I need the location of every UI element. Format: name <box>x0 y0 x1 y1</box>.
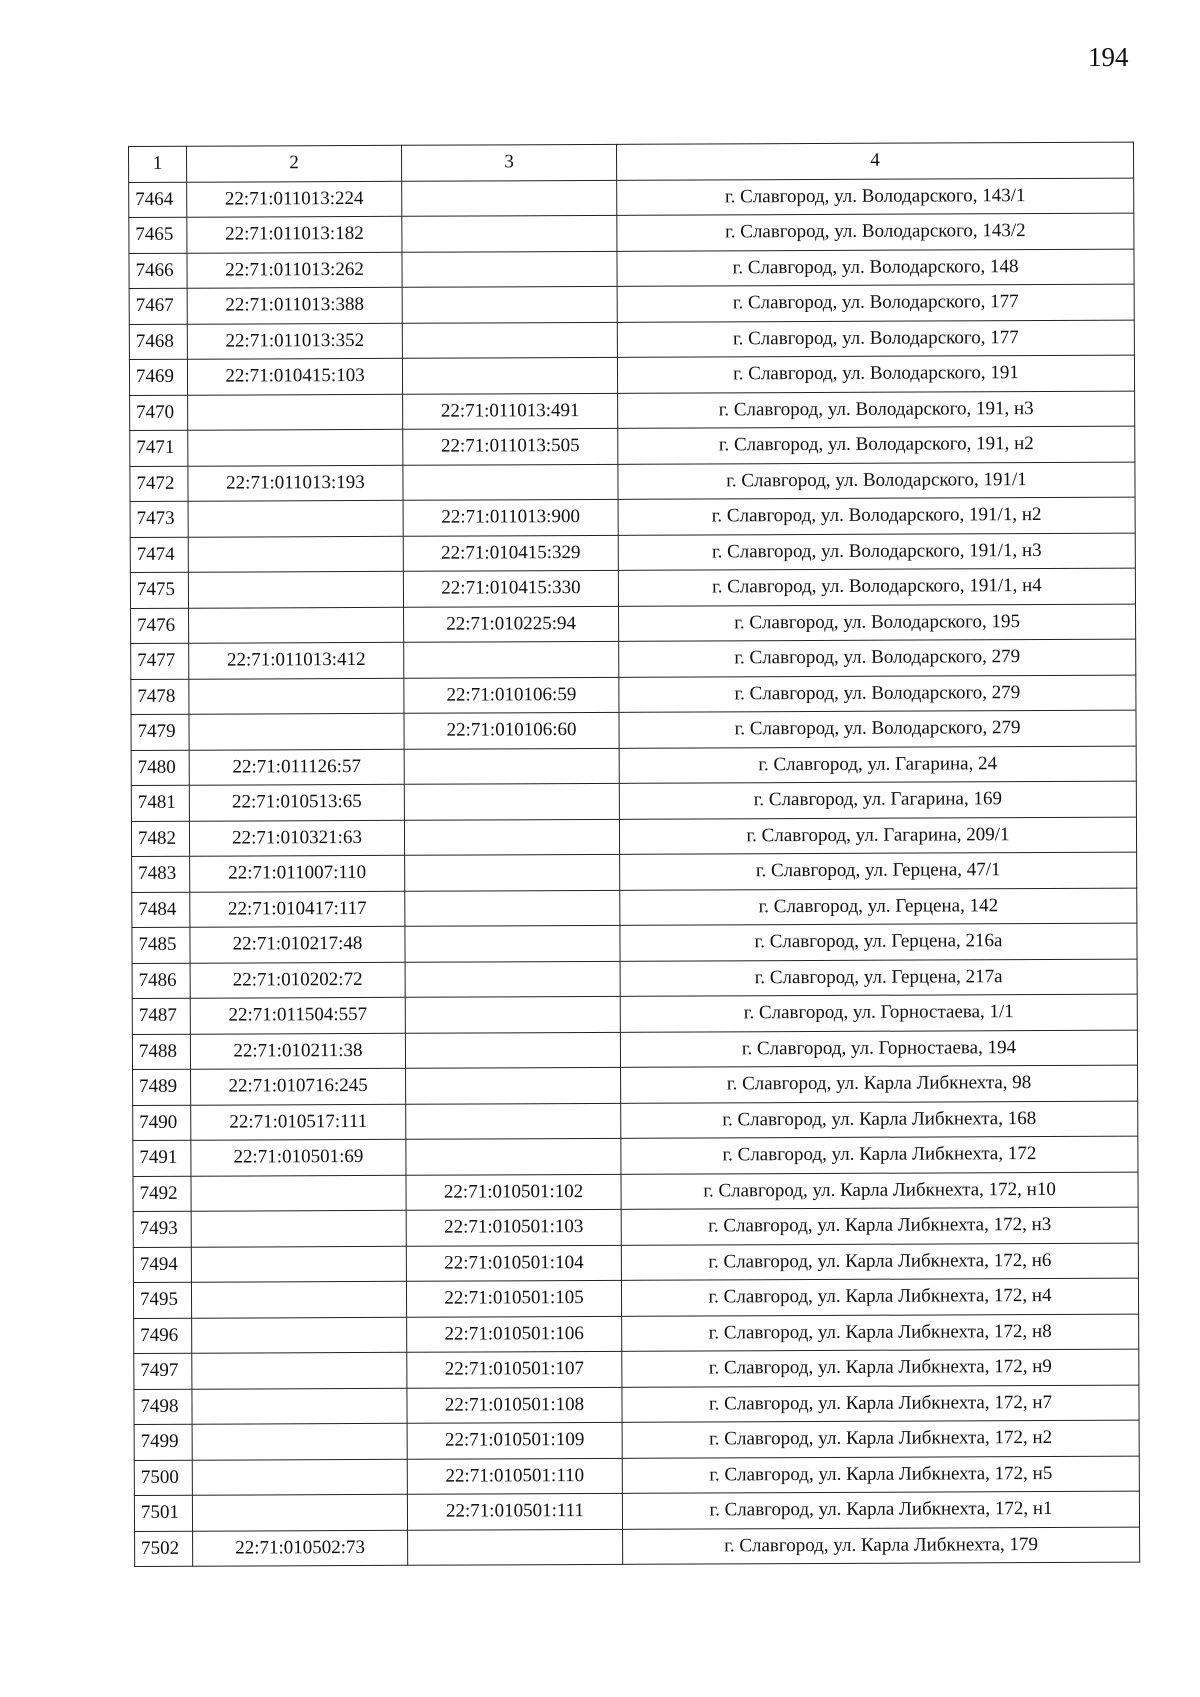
cadastral-number-cell <box>192 1494 407 1530</box>
cadastral-number-building-cell: 22:71:010501:103 <box>406 1209 621 1245</box>
cadastral-number-building-cell <box>405 854 620 890</box>
address-cell: г. Славгород, ул. Володарского, 143/2 <box>617 213 1134 251</box>
row-number-cell: 7496 <box>134 1318 192 1354</box>
cadastral-number-building-cell <box>405 925 620 961</box>
cadastral-number-building-cell: 22:71:011013:900 <box>403 499 618 535</box>
cadastral-number-cell: 22:71:011504:557 <box>190 997 405 1033</box>
address-cell: г. Славгород, ул. Володарского, 191, н3 <box>618 391 1135 429</box>
cadastral-number-building-cell: 22:71:010501:104 <box>406 1245 621 1281</box>
cadastral-number-building-cell: 22:71:010501:111 <box>407 1493 622 1529</box>
cadastral-number-building-cell <box>404 748 619 784</box>
row-number-cell: 7485 <box>132 927 190 963</box>
cadastral-number-building-cell: 22:71:011013:491 <box>403 393 618 429</box>
row-number-cell: 7498 <box>134 1389 192 1425</box>
table-row <box>132 1030 1137 1070</box>
cadastral-number-building-cell: 22:71:010106:59 <box>404 677 619 713</box>
cadastral-number-cell <box>188 571 403 607</box>
table-row <box>134 1349 1139 1389</box>
cadastral-number-cell <box>188 536 403 572</box>
table-row <box>134 1420 1139 1460</box>
registry-table <box>128 142 1140 1567</box>
row-number-cell: 7483 <box>132 856 190 892</box>
cadastral-number-cell <box>191 1281 406 1317</box>
table-row <box>129 355 1134 395</box>
address-cell: г. Славгород, ул. Карла Либкнехта, 172, н10 <box>621 1172 1138 1210</box>
cadastral-number-building-cell <box>402 180 617 216</box>
cadastral-number-building-cell: 22:71:010225:94 <box>404 606 619 642</box>
cadastral-number-cell <box>189 713 404 749</box>
row-number-cell: 7481 <box>131 785 189 821</box>
cadastral-number-building-cell: 22:71:010415:330 <box>403 570 618 606</box>
cadastral-number-building-cell <box>404 641 619 677</box>
row-number-cell: 7471 <box>130 430 188 466</box>
cadastral-number-building-cell <box>404 783 619 819</box>
table-row <box>130 426 1135 466</box>
cadastral-number-cell: 22:71:011013:193 <box>188 465 403 501</box>
cadastral-number-cell: 22:71:011013:412 <box>189 642 404 678</box>
address-cell: г. Славгород, ул. Володарского, 279 <box>619 675 1136 713</box>
cadastral-number-building-cell: 22:71:010501:105 <box>406 1280 621 1316</box>
cadastral-number-cell: 22:71:011013:262 <box>187 252 402 288</box>
table-row <box>132 923 1137 963</box>
cadastral-number-building-cell <box>405 1032 620 1068</box>
cadastral-number-cell: 22:71:011013:388 <box>187 287 402 323</box>
table-row <box>133 1243 1138 1283</box>
row-number-cell: 7492 <box>133 1176 191 1212</box>
row-number-cell: 7468 <box>129 324 187 360</box>
cadastral-number-cell: 22:71:011013:182 <box>187 216 402 252</box>
address-cell: г. Славгород, ул. Володарского, 148 <box>617 249 1134 287</box>
address-cell: г. Славгород, ул. Герцена, 47/1 <box>620 852 1137 890</box>
cadastral-number-cell: 22:71:011013:224 <box>187 181 402 217</box>
cadastral-number-cell <box>191 1175 406 1211</box>
cadastral-number-cell: 22:71:010716:245 <box>191 1068 406 1104</box>
table-row <box>131 639 1136 679</box>
address-cell: г. Славгород, ул. Карла Либкнехта, 168 <box>621 1101 1138 1139</box>
address-cell: г. Славгород, ул. Карла Либкнехта, 172, н4 <box>621 1278 1138 1316</box>
cadastral-number-cell: 22:71:010417:117 <box>190 891 405 927</box>
row-number-cell: 7484 <box>132 892 190 928</box>
cadastral-number-building-cell: 22:71:010501:110 <box>407 1458 622 1494</box>
row-number-cell: 7465 <box>129 217 187 253</box>
cadastral-number-cell: 22:71:011013:352 <box>187 323 402 359</box>
row-number-cell: 7467 <box>129 288 187 324</box>
address-cell: г. Славгород, ул. Володарского, 279 <box>619 710 1136 748</box>
address-cell: г. Славгород, ул. Карла Либкнехта, 172 <box>621 1136 1138 1174</box>
table-row <box>129 249 1134 289</box>
row-number-cell: 7494 <box>133 1247 191 1283</box>
table-row <box>134 1385 1139 1425</box>
address-cell: г. Славгород, ул. Карла Либкнехта, 172, н1 <box>622 1491 1139 1529</box>
table-row <box>133 1172 1138 1212</box>
cadastral-number-building-cell <box>406 1138 621 1174</box>
cadastral-number-cell: 22:71:010513:65 <box>189 784 404 820</box>
address-cell: г. Славгород, ул. Карла Либкнехта, 172, н5 <box>622 1456 1139 1494</box>
header-row <box>129 142 1134 182</box>
address-cell: г. Славгород, ул. Карла Либкнехта, 172, н6 <box>621 1243 1138 1281</box>
table-row <box>134 1456 1139 1496</box>
cadastral-number-building-cell <box>403 464 618 500</box>
cadastral-number-building-cell <box>402 251 617 287</box>
row-number-cell: 7489 <box>133 1069 191 1105</box>
header-col-4: 4 <box>616 142 1133 180</box>
table-row <box>129 284 1134 324</box>
table-row <box>131 746 1136 786</box>
row-number-cell: 7478 <box>131 679 189 715</box>
address-cell: г. Славгород, ул. Гагарина, 24 <box>619 746 1136 784</box>
header-col-3: 3 <box>401 144 616 180</box>
row-number-cell: 7488 <box>132 1034 190 1070</box>
row-number-cell: 7497 <box>134 1353 192 1389</box>
address-cell: г. Славгород, ул. Володарского, 143/1 <box>617 178 1134 216</box>
table-row <box>131 817 1136 857</box>
cadastral-number-building-cell: 22:71:010501:106 <box>407 1316 622 1352</box>
cadastral-number-building-cell: 22:71:010501:107 <box>407 1351 622 1387</box>
cadastral-number-cell <box>191 1210 406 1246</box>
table-row <box>135 1527 1140 1567</box>
address-cell: г. Славгород, ул. Карла Либкнехта, 179 <box>623 1527 1140 1565</box>
address-cell: г. Славгород, ул. Карла Либкнехта, 172, н2 <box>622 1420 1139 1458</box>
cadastral-number-cell <box>188 394 403 430</box>
cadastral-number-cell <box>188 500 403 536</box>
address-cell: г. Славгород, ул. Горностаева, 194 <box>620 1030 1137 1068</box>
header-col-2: 2 <box>187 145 402 181</box>
address-cell: г. Славгород, ул. Карла Либкнехта, 172, н3 <box>621 1207 1138 1245</box>
address-cell: г. Славгород, ул. Володарского, 191/1, н2 <box>618 497 1135 535</box>
cadastral-number-building-cell <box>405 961 620 997</box>
cadastral-number-building-cell <box>404 819 619 855</box>
table-row <box>132 888 1137 928</box>
row-number-cell: 7469 <box>129 359 187 395</box>
cadastral-number-cell <box>192 1423 407 1459</box>
cadastral-number-cell <box>191 1246 406 1282</box>
cadastral-number-building-cell <box>408 1529 623 1565</box>
address-cell: г. Славгород, ул. Володарского, 191, н2 <box>618 426 1135 464</box>
row-number-cell: 7490 <box>133 1105 191 1141</box>
row-number-cell: 7495 <box>133 1282 191 1318</box>
address-cell: г. Славгород, ул. Володарского, 191/1 <box>618 462 1135 500</box>
row-number-cell: 7501 <box>134 1495 192 1531</box>
address-cell: г. Славгород, ул. Володарского, 195 <box>619 604 1136 642</box>
cadastral-number-cell: 22:71:010217:48 <box>190 926 405 962</box>
cadastral-number-building-cell <box>402 357 617 393</box>
table-row <box>130 568 1135 608</box>
cadastral-number-building-cell <box>405 996 620 1032</box>
table-row <box>131 675 1136 715</box>
cadastral-number-cell <box>188 429 403 465</box>
address-cell: г. Славгород, ул. Володарского, 191/1, н3 <box>618 533 1135 571</box>
cadastral-number-building-cell: 22:71:010501:109 <box>407 1422 622 1458</box>
row-number-cell: 7473 <box>130 501 188 537</box>
table-row <box>133 1065 1138 1105</box>
row-number-cell: 7464 <box>129 182 187 218</box>
row-number-cell: 7499 <box>134 1424 192 1460</box>
address-cell: г. Славгород, ул. Герцена, 216а <box>620 923 1137 961</box>
table-row <box>133 1278 1138 1318</box>
row-number-cell: 7477 <box>131 643 189 679</box>
cadastral-number-building-cell <box>402 322 617 358</box>
address-cell: г. Славгород, ул. Горностаева, 1/1 <box>620 994 1137 1032</box>
row-number-cell: 7493 <box>133 1211 191 1247</box>
cadastral-number-cell: 22:71:010517:111 <box>191 1104 406 1140</box>
row-number-cell: 7486 <box>132 963 190 999</box>
address-cell: г. Славгород, ул. Герцена, 217а <box>620 959 1137 997</box>
cadastral-number-cell: 22:71:010202:72 <box>190 962 405 998</box>
row-number-cell: 7500 <box>134 1460 192 1496</box>
table-body <box>129 178 1140 1567</box>
table-row <box>131 604 1136 644</box>
cadastral-number-cell <box>192 1352 407 1388</box>
cadastral-number-cell <box>189 678 404 714</box>
table-row <box>130 462 1135 502</box>
table-row <box>130 533 1135 573</box>
row-number-cell: 7472 <box>130 466 188 502</box>
row-number-cell: 7487 <box>132 998 190 1034</box>
cadastral-number-building-cell <box>402 286 617 322</box>
row-number-cell: 7470 <box>130 395 188 431</box>
table-row <box>133 1136 1138 1176</box>
row-number-cell: 7476 <box>131 608 189 644</box>
table-row <box>132 994 1137 1034</box>
address-cell: г. Славгород, ул. Гагарина, 209/1 <box>619 817 1136 855</box>
table-row <box>130 391 1135 431</box>
table-row <box>129 213 1134 253</box>
cadastral-number-cell: 22:71:010502:73 <box>193 1530 408 1566</box>
cadastral-number-building-cell: 22:71:010106:60 <box>404 712 619 748</box>
cadastral-number-building-cell: 22:71:011013:505 <box>403 428 618 464</box>
table-row <box>129 178 1134 218</box>
cadastral-number-cell <box>192 1388 407 1424</box>
address-cell: г. Славгород, ул. Карла Либкнехта, 98 <box>621 1065 1138 1103</box>
table-row <box>134 1314 1139 1354</box>
row-number-cell: 7466 <box>129 253 187 289</box>
page-number: 194 <box>1088 42 1129 72</box>
table-row <box>132 959 1137 999</box>
cadastral-number-building-cell: 22:71:010415:329 <box>403 535 618 571</box>
table-row <box>133 1101 1138 1141</box>
cadastral-number-building-cell: 22:71:010501:102 <box>406 1174 621 1210</box>
row-number-cell: 7474 <box>130 537 188 573</box>
table-row <box>134 1491 1139 1531</box>
cadastral-number-building-cell <box>402 215 617 251</box>
cadastral-number-cell: 22:71:010211:38 <box>190 1033 405 1069</box>
row-number-cell: 7475 <box>130 572 188 608</box>
cadastral-number-cell <box>189 607 404 643</box>
address-cell: г. Славгород, ул. Карла Либкнехта, 172, н8 <box>622 1314 1139 1352</box>
address-cell: г. Славгород, ул. Володарского, 279 <box>619 639 1136 677</box>
cadastral-number-building-cell: 22:71:010501:108 <box>407 1387 622 1423</box>
address-cell: г. Славгород, ул. Герцена, 142 <box>620 888 1137 926</box>
address-cell: г. Славгород, ул. Карла Либкнехта, 172, н9 <box>622 1349 1139 1387</box>
cadastral-number-cell: 22:71:010415:103 <box>187 358 402 394</box>
table-row <box>129 320 1134 360</box>
cadastral-number-building-cell <box>406 1103 621 1139</box>
table-row <box>132 852 1137 892</box>
address-cell: г. Славгород, ул. Володарского, 177 <box>617 320 1134 358</box>
row-number-cell: 7491 <box>133 1140 191 1176</box>
row-number-cell: 7480 <box>131 750 189 786</box>
table-row <box>130 497 1135 537</box>
row-number-cell: 7482 <box>131 821 189 857</box>
address-cell: г. Славгород, ул. Гагарина, 169 <box>619 781 1136 819</box>
row-number-cell: 7479 <box>131 714 189 750</box>
cadastral-number-cell: 22:71:010321:63 <box>189 820 404 856</box>
cadastral-number-building-cell <box>406 1067 621 1103</box>
header-col-1: 1 <box>129 146 187 182</box>
cadastral-number-building-cell <box>405 890 620 926</box>
cadastral-number-cell: 22:71:011126:57 <box>189 749 404 785</box>
table-row <box>133 1207 1138 1247</box>
cadastral-number-cell: 22:71:011007:110 <box>190 855 405 891</box>
table-row <box>131 781 1136 821</box>
cadastral-number-cell <box>192 1459 407 1495</box>
cadastral-number-cell <box>192 1317 407 1353</box>
address-cell: г. Славгород, ул. Карла Либкнехта, 172, н7 <box>622 1385 1139 1423</box>
address-cell: г. Славгород, ул. Володарского, 177 <box>617 284 1134 322</box>
row-number-cell: 7502 <box>135 1531 193 1567</box>
cadastral-number-cell: 22:71:010501:69 <box>191 1139 406 1175</box>
address-cell: г. Славгород, ул. Володарского, 191/1, н4 <box>618 568 1135 606</box>
table-row <box>131 710 1136 750</box>
address-cell: г. Славгород, ул. Володарского, 191 <box>617 355 1134 393</box>
